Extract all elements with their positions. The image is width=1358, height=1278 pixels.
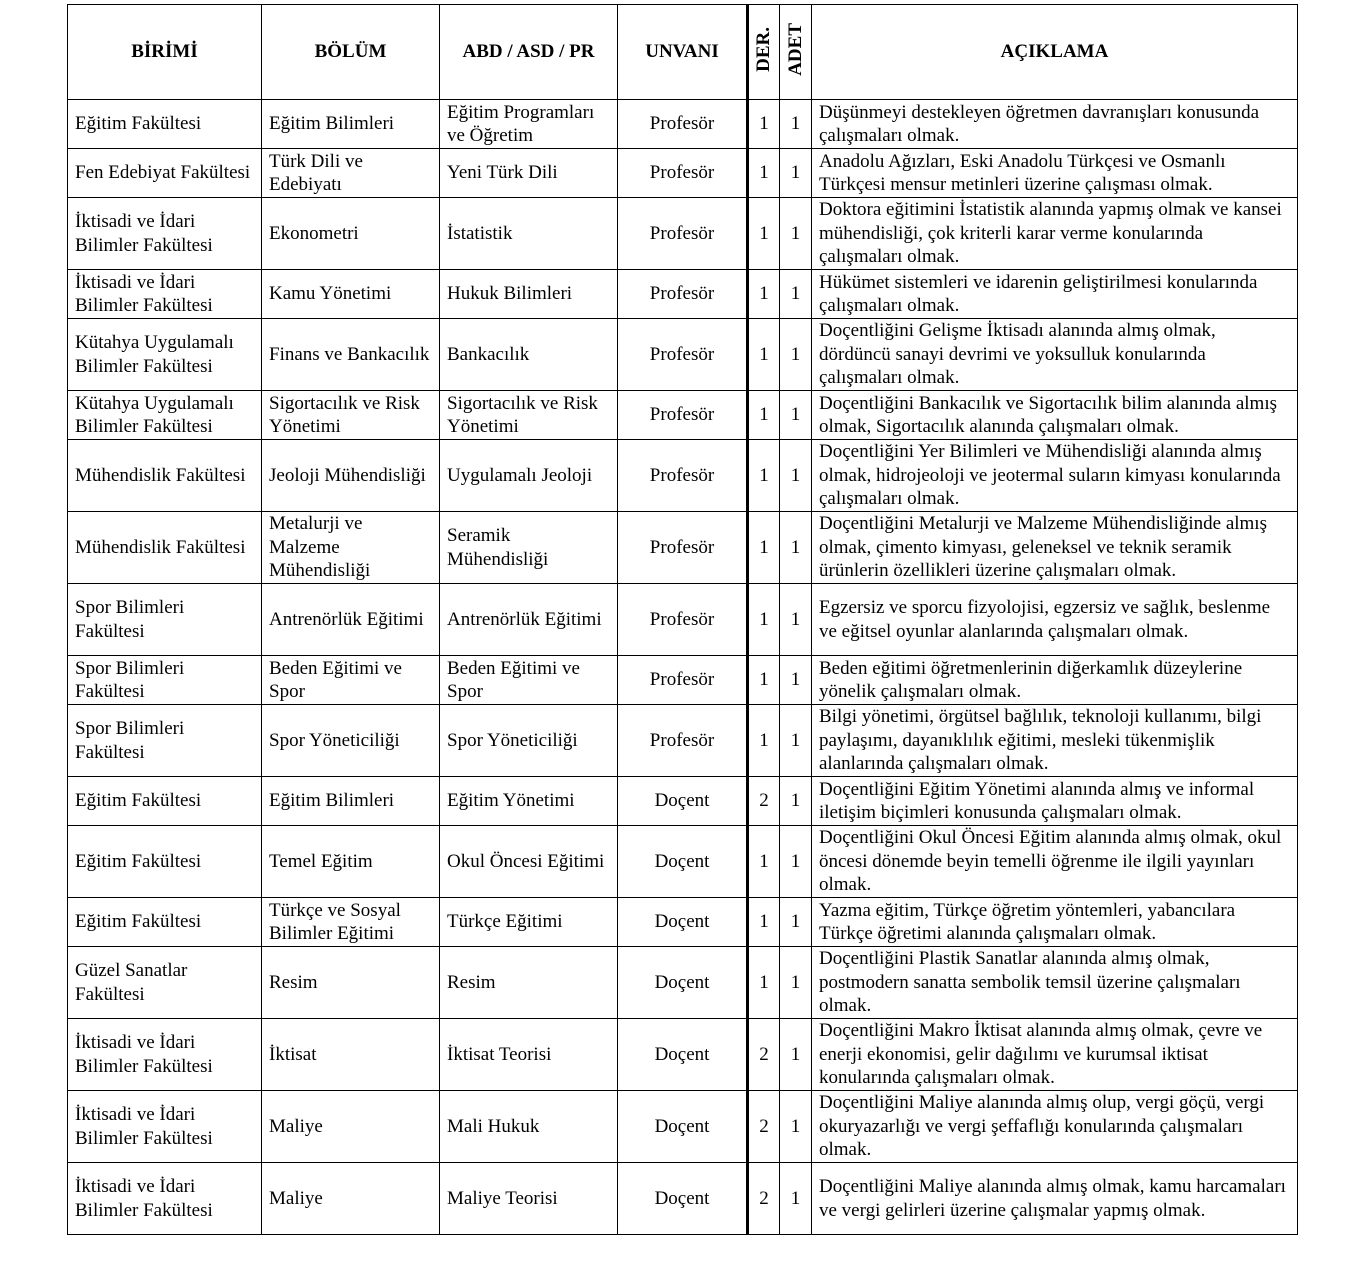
cell-bolum: Spor Yöneticiliği <box>262 705 440 777</box>
cell-aciklama: Doçentliğini Okul Öncesi Eğitim alanında almış olmak, okul öncesi dönemde beyin temelli öğrenme ile ilgili yayınları olmak. <box>812 826 1298 898</box>
cell-adet: 1 <box>780 584 812 656</box>
cell-der: 1 <box>748 440 780 512</box>
cell-birimi: Eğitim Fakültesi <box>68 100 262 149</box>
cell-abd: İstatistik <box>440 198 618 270</box>
cell-bolum: Ekonometri <box>262 198 440 270</box>
table-row <box>68 149 1298 198</box>
cell-birimi: İktisadi ve İdari Bilimler Fakültesi <box>68 270 262 319</box>
table-row <box>68 656 1298 705</box>
table-row <box>68 898 1298 947</box>
cell-adet: 1 <box>780 100 812 149</box>
cell-abd: İktisat Teorisi <box>440 1019 618 1091</box>
cell-der: 1 <box>748 319 780 391</box>
header-adet: ADET <box>784 22 806 76</box>
cell-der: 1 <box>748 826 780 898</box>
table-row <box>68 947 1298 1019</box>
cell-bolum: Beden Eğitimi ve Spor <box>262 656 440 705</box>
cell-aciklama: Doçentliğini Yer Bilimleri ve Mühendisliği alanında almış olmak, hidrojeoloji ve jeotermal suların kimyası konularında çalışmaları olmak. <box>812 440 1298 512</box>
cell-der: 1 <box>748 270 780 319</box>
cell-der: 1 <box>748 898 780 947</box>
cell-der: 2 <box>748 777 780 826</box>
cell-aciklama: Doçentliğini Makro İktisat alanında almış olmak, çevre ve enerji ekonomisi, gelir dağılımı ve kurumsal iktisat konularında çalışmaları olmak. <box>812 1019 1298 1091</box>
cell-bolum: Maliye <box>262 1163 440 1235</box>
cell-abd: Beden Eğitimi ve Spor <box>440 656 618 705</box>
cell-birimi: Eğitim Fakültesi <box>68 826 262 898</box>
cell-birimi: İktisadi ve İdari Bilimler Fakültesi <box>68 1091 262 1163</box>
cell-unvani: Profesör <box>618 319 748 391</box>
cell-abd: Sigortacılık ve Risk Yönetimi <box>440 391 618 440</box>
cell-unvani: Profesör <box>618 656 748 705</box>
table-row <box>68 391 1298 440</box>
cell-unvani: Doçent <box>618 1019 748 1091</box>
table-row <box>68 198 1298 270</box>
cell-birimi: Spor Bilimleri Fakültesi <box>68 705 262 777</box>
cell-adet: 1 <box>780 512 812 584</box>
cell-aciklama: Doktora eğitimini İstatistik alanında yapmış olmak ve kansei mühendisliği, çok kriterli karar verme konularında çalışmaları olmak. <box>812 198 1298 270</box>
cell-birimi: Mühendislik Fakültesi <box>68 512 262 584</box>
cell-birimi: İktisadi ve İdari Bilimler Fakültesi <box>68 198 262 270</box>
table-row <box>68 584 1298 656</box>
cell-adet: 1 <box>780 898 812 947</box>
cell-bolum: Metalurji ve Malzeme Mühendisliği <box>262 512 440 584</box>
table-row <box>68 1163 1298 1235</box>
cell-abd: Antrenörlük Eğitimi <box>440 584 618 656</box>
cell-der: 1 <box>748 947 780 1019</box>
header-der-cell <box>748 5 780 100</box>
cell-abd: Spor Yöneticiliği <box>440 705 618 777</box>
cell-der: 2 <box>748 1019 780 1091</box>
cell-bolum: Resim <box>262 947 440 1019</box>
cell-bolum: Eğitim Bilimleri <box>262 777 440 826</box>
header-adet-cell <box>780 5 812 100</box>
cell-abd: Eğitim Yönetimi <box>440 777 618 826</box>
table-row <box>68 705 1298 777</box>
cell-adet: 1 <box>780 391 812 440</box>
cell-birimi: Mühendislik Fakültesi <box>68 440 262 512</box>
cell-aciklama: Doçentliğini Metalurji ve Malzeme Mühendisliğinde almış olmak, çimento kimyası, geleneksel ve teknik seramik ürünlerin özellikleri üzerine çalışmaları olmak. <box>812 512 1298 584</box>
cell-adet: 1 <box>780 947 812 1019</box>
cell-der: 1 <box>748 391 780 440</box>
cell-aciklama: Anadolu Ağızları, Eski Anadolu Türkçesi ve Osmanlı Türkçesi mensur metinleri üzerine çalışması olmak. <box>812 149 1298 198</box>
table-row <box>68 1019 1298 1091</box>
cell-birimi: Güzel Sanatlar Fakültesi <box>68 947 262 1019</box>
cell-aciklama: Doçentliğini Bankacılık ve Sigortacılık bilim alanında almış olmak, Sigortacılık alanında çalışmaları olmak. <box>812 391 1298 440</box>
cell-bolum: Kamu Yönetimi <box>262 270 440 319</box>
cell-abd: Uygulamalı Jeoloji <box>440 440 618 512</box>
header-birimi: BİRİMİ <box>68 5 262 100</box>
cell-adet: 1 <box>780 1019 812 1091</box>
cell-unvani: Doçent <box>618 826 748 898</box>
cell-der: 2 <box>748 1091 780 1163</box>
cell-aciklama: Doçentliğini Eğitim Yönetimi alanında almış ve informal iletişim biçimleri konusunda çalışmaları olmak. <box>812 777 1298 826</box>
cell-der: 2 <box>748 1163 780 1235</box>
cell-der: 1 <box>748 198 780 270</box>
cell-unvani: Profesör <box>618 270 748 319</box>
cell-aciklama: Beden eğitimi öğretmenlerinin diğerkamlık düzeylerine yönelik çalışmaları olmak. <box>812 656 1298 705</box>
cell-unvani: Profesör <box>618 705 748 777</box>
cell-birimi: Kütahya Uygulamalı Bilimler Fakültesi <box>68 319 262 391</box>
cell-birimi: Spor Bilimleri Fakültesi <box>68 584 262 656</box>
cell-aciklama: Doçentliğini Maliye alanında almış olup, vergi göçü, vergi okuryazarlığı ve vergi şeffaflığı konularında çalışmaları olmak. <box>812 1091 1298 1163</box>
cell-unvani: Doçent <box>618 777 748 826</box>
cell-birimi: Fen Edebiyat Fakültesi <box>68 149 262 198</box>
cell-unvani: Profesör <box>618 584 748 656</box>
cell-unvani: Profesör <box>618 440 748 512</box>
cell-unvani: Doçent <box>618 898 748 947</box>
cell-abd: Yeni Türk Dili <box>440 149 618 198</box>
cell-abd: Bankacılık <box>440 319 618 391</box>
table-row <box>68 270 1298 319</box>
cell-abd: Resim <box>440 947 618 1019</box>
cell-adet: 1 <box>780 1163 812 1235</box>
table-row <box>68 777 1298 826</box>
cell-der: 1 <box>748 512 780 584</box>
cell-birimi: Eğitim Fakültesi <box>68 898 262 947</box>
cell-unvani: Doçent <box>618 1091 748 1163</box>
cell-aciklama: Doçentliğini Maliye alanında almış olmak, kamu harcamaları ve vergi gelirleri üzerine çalışmalar yapmış olmak. <box>812 1163 1298 1235</box>
cell-adet: 1 <box>780 198 812 270</box>
cell-aciklama: Egzersiz ve sporcu fizyolojisi, egzersiz ve sağlık, beslenme ve eğitsel oyunlar alanlarında çalışmaları olmak. <box>812 584 1298 656</box>
cell-bolum: Temel Eğitim <box>262 826 440 898</box>
header-aciklama: AÇIKLAMA <box>812 5 1298 100</box>
cell-abd: Türkçe Eğitimi <box>440 898 618 947</box>
cell-unvani: Profesör <box>618 391 748 440</box>
positions-table <box>67 4 1298 1235</box>
cell-aciklama: Doçentliğini Plastik Sanatlar alanında almış olmak, postmodern sanatta sembolik temsil üzerine çalışmaları olmak. <box>812 947 1298 1019</box>
cell-bolum: İktisat <box>262 1019 440 1091</box>
cell-aciklama: Hükümet sistemleri ve idarenin geliştirilmesi konularında çalışmaları olmak. <box>812 270 1298 319</box>
cell-birimi: Spor Bilimleri Fakültesi <box>68 656 262 705</box>
cell-adet: 1 <box>780 656 812 705</box>
table-row <box>68 440 1298 512</box>
cell-birimi: İktisadi ve İdari Bilimler Fakültesi <box>68 1019 262 1091</box>
cell-bolum: Finans ve Bankacılık <box>262 319 440 391</box>
cell-birimi: Eğitim Fakültesi <box>68 777 262 826</box>
cell-adet: 1 <box>780 705 812 777</box>
header-row <box>68 5 1298 100</box>
cell-der: 1 <box>748 100 780 149</box>
cell-der: 1 <box>748 656 780 705</box>
table-row <box>68 100 1298 149</box>
cell-bolum: Türk Dili ve Edebiyatı <box>262 149 440 198</box>
cell-bolum: Türkçe ve Sosyal Bilimler Eğitimi <box>262 898 440 947</box>
table-row <box>68 512 1298 584</box>
cell-abd: Eğitim Programları ve Öğretim <box>440 100 618 149</box>
cell-adet: 1 <box>780 319 812 391</box>
header-abd: ABD / ASD / PR <box>440 5 618 100</box>
cell-aciklama: Düşünmeyi destekleyen öğretmen davranışları konusunda çalışmaları olmak. <box>812 100 1298 149</box>
cell-aciklama: Yazma eğitim, Türkçe öğretim yöntemleri, yabancılara Türkçe öğretimi alanında çalışmaları olmak. <box>812 898 1298 947</box>
header-bolum: BÖLÜM <box>262 5 440 100</box>
cell-bolum: Eğitim Bilimleri <box>262 100 440 149</box>
table-row <box>68 1091 1298 1163</box>
cell-adet: 1 <box>780 826 812 898</box>
table-row <box>68 319 1298 391</box>
cell-der: 1 <box>748 149 780 198</box>
cell-adet: 1 <box>780 149 812 198</box>
cell-adet: 1 <box>780 270 812 319</box>
header-unvani: UNVANI <box>618 5 748 100</box>
cell-bolum: Antrenörlük Eğitimi <box>262 584 440 656</box>
cell-aciklama: Bilgi yönetimi, örgütsel bağlılık, teknoloji kullanımı, bilgi paylaşımı, dayanıklılık eğitimi, mesleki tükenmişlik alanlarında çalışmaları olmak. <box>812 705 1298 777</box>
cell-unvani: Doçent <box>618 1163 748 1235</box>
cell-bolum: Jeoloji Mühendisliği <box>262 440 440 512</box>
cell-abd: Hukuk Bilimleri <box>440 270 618 319</box>
cell-adet: 1 <box>780 1091 812 1163</box>
cell-birimi: Kütahya Uygulamalı Bilimler Fakültesi <box>68 391 262 440</box>
cell-der: 1 <box>748 584 780 656</box>
cell-unvani: Profesör <box>618 100 748 149</box>
cell-adet: 1 <box>780 440 812 512</box>
cell-abd: Maliye Teorisi <box>440 1163 618 1235</box>
cell-unvani: Profesör <box>618 198 748 270</box>
cell-unvani: Profesör <box>618 512 748 584</box>
cell-abd: Mali Hukuk <box>440 1091 618 1163</box>
table-row <box>68 826 1298 898</box>
cell-adet: 1 <box>780 777 812 826</box>
cell-unvani: Doçent <box>618 947 748 1019</box>
cell-unvani: Profesör <box>618 149 748 198</box>
cell-birimi: İktisadi ve İdari Bilimler Fakültesi <box>68 1163 262 1235</box>
cell-bolum: Maliye <box>262 1091 440 1163</box>
header-der: DER. <box>753 26 774 72</box>
cell-abd: Seramik Mühendisliği <box>440 512 618 584</box>
cell-abd: Okul Öncesi Eğitimi <box>440 826 618 898</box>
cell-bolum: Sigortacılık ve Risk Yönetimi <box>262 391 440 440</box>
cell-aciklama: Doçentliğini Gelişme İktisadı alanında almış olmak, dördüncü sanayi devrimi ve yoksulluk konularında çalışmaları olmak. <box>812 319 1298 391</box>
cell-der: 1 <box>748 705 780 777</box>
